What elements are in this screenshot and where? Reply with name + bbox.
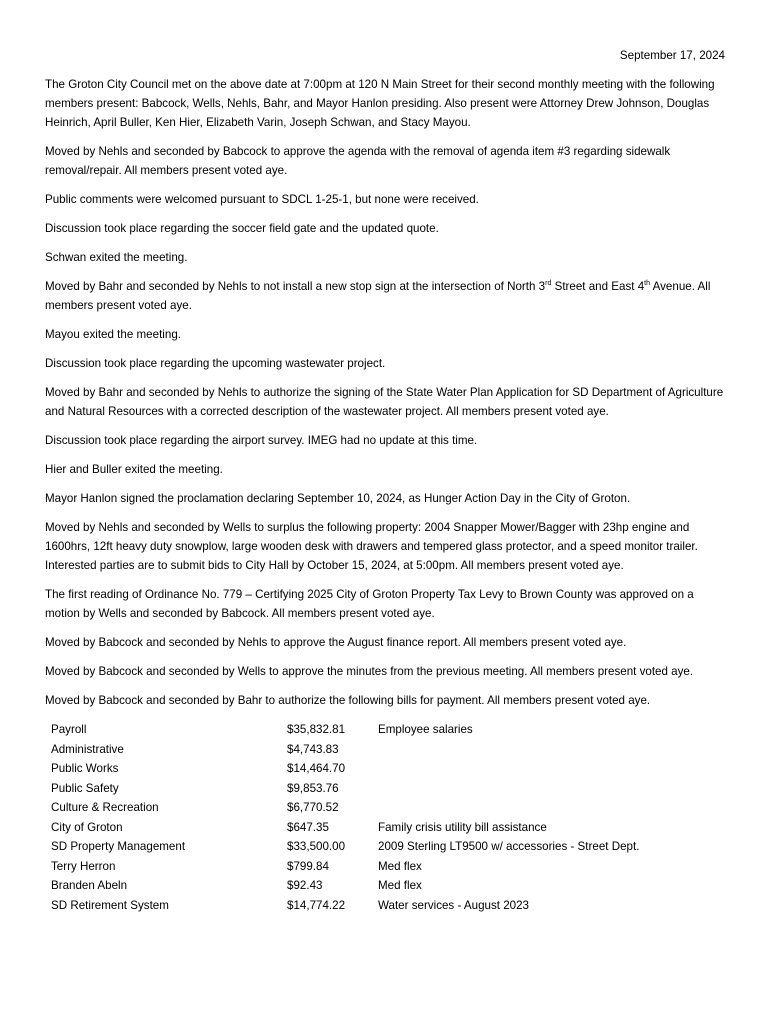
bill-payee: Branden Abeln [51, 879, 128, 892]
paragraph-ordinance-reading: The first reading of Ordinance No. 779 – Certifying 2025 City of Groton Property Tax Levy to Brown County was approved on a motion by Wells and seconded by Babcock. All members present voted aye. [45, 588, 694, 620]
ordinal-rd: rd [545, 280, 552, 288]
stop-sign-text-b: Street and East 4 [551, 280, 645, 293]
minutes-body [45, 75, 730, 915]
bill-row [51, 759, 708, 779]
bill-description: Med flex [378, 879, 422, 892]
bill-description [378, 740, 708, 760]
bill-payee: Payroll [51, 723, 87, 736]
bill-row [51, 857, 708, 877]
bill-row [51, 720, 708, 740]
paragraph-stop-sign-motion [45, 277, 730, 315]
bill-row [51, 779, 708, 799]
bill-row [51, 740, 708, 760]
paragraph-hier-buller-exit: Hier and Buller exited the meeting. [45, 463, 223, 476]
bill-amount: $14,464.70 [287, 762, 346, 775]
bills-table [51, 720, 708, 915]
bill-amount: $35,832.81 [287, 723, 346, 736]
bill-payee: Administrative [51, 742, 124, 756]
bill-row [51, 896, 708, 916]
bill-row [51, 798, 708, 818]
paragraph-airport-survey: Discussion took place regarding the airport survey. IMEG had no update at this time. [45, 434, 478, 447]
paragraph-minutes-approval: Moved by Babcock and seconded by Wells to approve the minutes from the previous meeting. All members present voted aye. [45, 665, 694, 678]
bill-description [378, 779, 708, 799]
bill-description [378, 759, 708, 779]
bill-row [51, 876, 708, 896]
bill-description [378, 798, 708, 818]
bill-payee: SD Property Management [51, 840, 186, 853]
bill-row [51, 837, 708, 857]
bill-description: Family crisis utility bill assistance [378, 820, 547, 834]
bill-payee: Public Works [51, 762, 119, 775]
bill-description: Water services - August 2023 [378, 898, 530, 912]
bill-amount: $9,853.76 [287, 781, 339, 795]
bill-amount: $6,770.52 [287, 801, 339, 814]
bill-description: Employee salaries [378, 723, 473, 736]
bill-amount: $799.84 [287, 859, 329, 873]
meeting-date: September 17, 2024 [619, 49, 725, 62]
bill-amount: $4,743.83 [287, 742, 339, 756]
bill-row [51, 818, 708, 838]
paragraph-agenda-motion: Moved by Nehls and seconded by Babcock to approve the agenda with the removal of agenda item #3 regarding sidewalk removal/repair. All members present voted aye. [45, 145, 671, 177]
bill-payee: Terry Herron [51, 859, 116, 873]
paragraph-soccer-gate: Discussion took place regarding the soccer field gate and the updated quote. [45, 222, 439, 235]
ordinal-th: th [644, 280, 651, 288]
bill-payee: Public Safety [51, 781, 119, 795]
paragraph-wastewater-discussion: Discussion took place regarding the upcoming wastewater project. [45, 357, 386, 370]
stop-sign-text-c: Avenue. All members present voted aye. [45, 280, 711, 312]
bill-description: 2009 Sterling LT9500 w/ accessories - Street Dept. [378, 840, 640, 853]
bill-payee: Culture & Recreation [51, 801, 159, 814]
paragraph-water-plan-motion: Moved by Bahr and seconded by Nehls to authorize the signing of the State Water Plan Application for SD Department of Agriculture and Natural Resources with a corrected description of the wastewater project. All members present voted aye. [45, 386, 724, 418]
paragraph-attendance: The Groton City Council met on the above date at 7:00pm at 120 N Main Street for their second monthly meeting with the following members present: Babcock, Wells, Nehls, Bahr, and Mayor Hanlon presiding. Also present were Attorney Drew Johnson, Douglas Heinrich, April Buller, Ken Hier, Elizabeth Varin, Joseph Schwan, and Stacy Mayou. [45, 78, 715, 129]
bill-payee: City of Groton [51, 820, 123, 834]
paragraph-finance-report: Moved by Babcock and seconded by Nehls to approve the August finance report. All members present voted aye. [45, 636, 627, 649]
bill-amount: $92.43 [287, 879, 323, 892]
bill-amount: $33,500.00 [287, 840, 346, 853]
paragraph-schwan-exit: Schwan exited the meeting. [45, 251, 188, 264]
paragraph-proclamation: Mayor Hanlon signed the proclamation declaring September 10, 2024, as Hunger Action Day in the City of Groton. [45, 492, 631, 505]
paragraph-public-comments: Public comments were welcomed pursuant to SDCL 1-25-1, but none were received. [45, 193, 479, 206]
bill-payee: SD Retirement System [51, 898, 169, 912]
bill-description: Med flex [378, 859, 422, 873]
bill-amount: $647.35 [287, 820, 329, 834]
paragraph-bills-motion: Moved by Babcock and seconded by Bahr to authorize the following bills for payment. All members present voted aye. [45, 694, 651, 707]
paragraph-mayou-exit: Mayou exited the meeting. [45, 328, 181, 341]
bill-amount: $14,774.22 [287, 898, 346, 912]
paragraph-surplus-motion: Moved by Nehls and seconded by Wells to surplus the following property: 2004 Snapper Mower/Bagger with 23hp engine and 1600hrs, 12ft heavy duty snowplow, large wooden desk with drawers and tempered glass protector, and a speed monitor trailer. Interested parties are to submit bids to City Hall by October 15, 2024, at 5:00pm. All members present voted aye. [45, 521, 698, 572]
stop-sign-text-a: Moved by Bahr and seconded by Nehls to not install a new stop sign at the intersection of North 3 [45, 280, 546, 293]
